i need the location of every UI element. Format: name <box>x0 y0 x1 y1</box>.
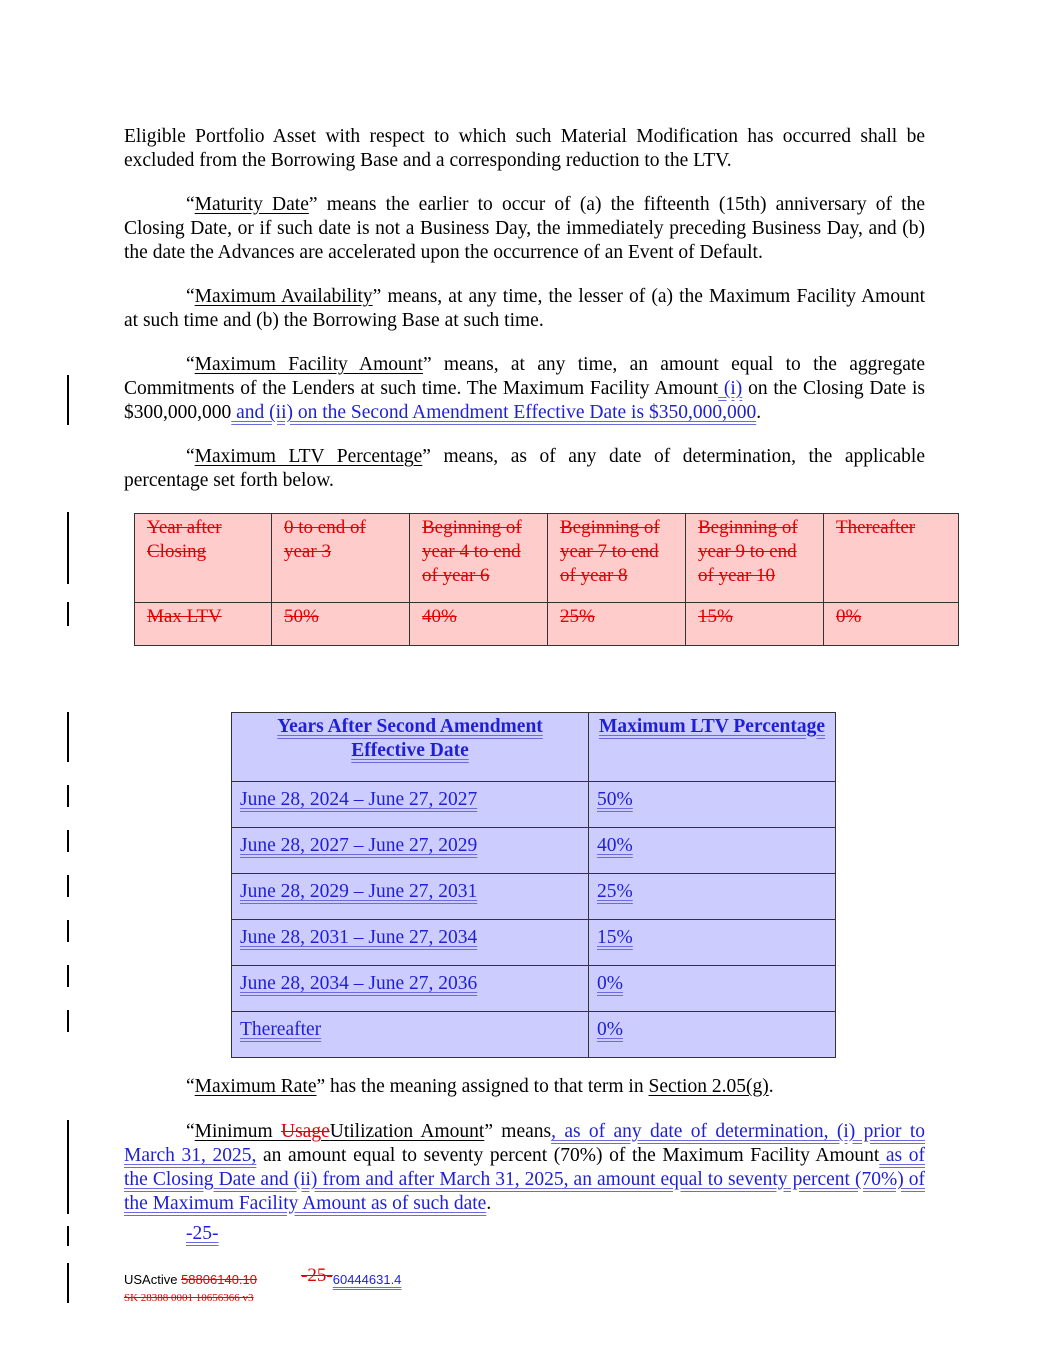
change-bar <box>67 375 69 425</box>
definition-maximum-rate: “Maximum Rate” has the meaning assigned to that term in Section 2.05(g). <box>186 1076 774 1097</box>
table-cell: 40% <box>410 603 548 646</box>
term: Maximum LTV Percentage <box>194 446 423 467</box>
table-row <box>232 874 836 920</box>
insertion: as of the Closing Date and (ii) from and after March 31, 2025, an amount equal to seventy percent (70%) of the Maximum Facility Amount as of such date <box>124 1145 925 1214</box>
term: Maximum Facility Amount <box>194 354 423 375</box>
table-cell: Beginning of year 7 to end of year 8 <box>548 514 686 603</box>
change-bar <box>67 785 69 807</box>
definition-text: means, at any time, an amount equal to the aggregate Commitments of the Lenders at such time. The Maximum Facility Amount <box>124 354 925 399</box>
deletion: Usage <box>281 1121 330 1142</box>
change-bar <box>67 1120 69 1214</box>
punctuation: . <box>756 402 762 423</box>
table-row <box>232 920 836 966</box>
page-number <box>124 1222 925 1246</box>
term-part: Utilization Amount <box>329 1121 485 1142</box>
ltv-cell: 15% <box>589 920 836 966</box>
table-cell: 0 to end of year 3 <box>272 514 410 603</box>
table-cell: Max LTV <box>135 603 272 646</box>
page-number-text: -25- <box>186 1223 219 1244</box>
ltv-cell: 40% <box>589 828 836 874</box>
definition-text: means, as of any date of determination, the applicable percentage set forth below. <box>124 446 925 491</box>
change-bar <box>67 875 69 897</box>
footer-label: USActive <box>124 1272 182 1287</box>
column-header: Years After Second Amendment Effective Date <box>232 713 589 782</box>
column-header: Maximum LTV Percentage <box>589 713 836 782</box>
date-range-cell: June 28, 2029 – June 27, 2031 <box>232 874 589 920</box>
definition-maximum-availability: “Maximum Availability” means, at any time, the lesser of (a) the Maximum Facility Amount at such time and (b) the Borrowing Base at such time. <box>124 286 925 331</box>
table-cell: Year after Closing <box>135 514 272 603</box>
punctuation: . <box>486 1193 492 1214</box>
table-row <box>232 966 836 1012</box>
inserted-ltv-table <box>231 712 836 1058</box>
change-bar <box>67 1010 69 1032</box>
definition-text: has the meaning assigned to that term in <box>325 1076 649 1097</box>
ltv-cell: 50% <box>589 782 836 828</box>
section-reference: Section 2.05(g) <box>648 1076 769 1097</box>
definition-maturity-date: “Maturity Date” means the earlier to occur of (a) the fifteenth (15th) anniversary of the Closing Date, or if such date is not a Business Day, the immediately preceding Business Day, and (b) the date the Advances are accelerated upon the occurrence of an Event of Default. <box>124 194 925 263</box>
insertion: (i) <box>718 378 743 399</box>
table-cell: Beginning of year 4 to end of year 6 <box>410 514 548 603</box>
definition-text: means, at any time, the lesser of (a) the Maximum Facility Amount at such time and (b) the Borrowing Base at such time. <box>124 286 925 331</box>
table-row <box>232 828 836 874</box>
insertion: and (ii) on the Second Amendment Effective Date is $350,000,000 <box>231 402 757 423</box>
change-bar <box>67 512 69 584</box>
insertion: , as of any date of determination, (i) prior to March 31, 2025, <box>124 1121 925 1166</box>
date-range-cell: June 28, 2034 – June 27, 2036 <box>232 966 589 1012</box>
footer-old-page: -25- <box>301 1265 333 1286</box>
change-bar <box>67 712 69 762</box>
definition-minimum-utilization-amount: “Minimum UsageUtilization Amount” means, as of any date of determination, (i) prior to March 31, 2025, an amount equal to seventy percent (70%) of the Maximum Facility Amount as of the Closing Date and (ii) from and after March 31, 2025, an amount equal to seventy percent (70%) of the Maximum Facility Amount as of such date. <box>124 1121 925 1214</box>
change-bar <box>67 830 69 852</box>
date-range-cell: June 28, 2031 – June 27, 2034 <box>232 920 589 966</box>
table-row <box>135 603 959 646</box>
date-range-cell: June 28, 2027 – June 27, 2029 <box>232 828 589 874</box>
term: Maximum Availability <box>194 286 373 307</box>
footer-old-sk-id: SK 28388 0001 10656366 v3 <box>124 1292 254 1304</box>
definition-text: on the Closing Date is $300,000,000 <box>124 378 925 423</box>
term-part: Minimum <box>194 1121 281 1142</box>
table-cell: 15% <box>686 603 824 646</box>
deleted-ltv-table <box>134 513 959 646</box>
change-bar <box>67 965 69 987</box>
table-cell: 0% <box>824 603 959 646</box>
definition-text: means the earlier to occur of (a) the fifteenth (15th) anniversary of the Closing Date, or if such date is not a Business Day, the immediately preceding Business Day, and (b) the date the Advances are accelerated upon the occurrence of an Event of Default. <box>124 194 925 263</box>
punctuation: . <box>768 1076 774 1097</box>
definition-maximum-ltv-percentage: “Maximum LTV Percentage” means, as of any date of determination, the applicable percentage set forth below. <box>124 446 925 491</box>
definition-maximum-facility-amount: “Maximum Facility Amount” means, at any time, an amount equal to the aggregate Commitments of the Lenders at such time. The Maximum Facility Amount (i) on the Closing Date is $300,000,000 and (ii) on the Second Amendment Effective Date is $350,000,000. <box>124 354 925 423</box>
table-cell: Thereafter <box>824 514 959 603</box>
footer-new-id: 60444631.4 <box>332 1272 402 1287</box>
table-cell: 50% <box>272 603 410 646</box>
term: Maximum Rate <box>194 1076 317 1097</box>
ltv-cell: 25% <box>589 874 836 920</box>
ltv-cell: 0% <box>589 966 836 1012</box>
table-row <box>135 514 959 603</box>
ltv-cell: 0% <box>589 1012 836 1058</box>
table-row <box>232 1012 836 1058</box>
date-range-cell: June 28, 2024 – June 27, 2027 <box>232 782 589 828</box>
paragraph-material-modification: Eligible Portfolio Asset with respect to which such Material Modification has occurred shall be excluded from the Borrowing Base and a corresponding reduction to the LTV. <box>124 126 925 171</box>
table-row <box>232 782 836 828</box>
term: Maturity Date <box>194 194 309 215</box>
change-bar <box>67 920 69 942</box>
table-cell: 25% <box>548 603 686 646</box>
term <box>195 1121 485 1142</box>
table-cell: Beginning of year 9 to end of year 10 <box>686 514 824 603</box>
change-bar <box>67 602 69 626</box>
table-header-row <box>232 713 836 782</box>
date-range-cell: Thereafter <box>232 1012 589 1058</box>
footer-old-id: 58806140.10 <box>181 1272 257 1287</box>
definition-text: means <box>492 1121 552 1142</box>
definition-text: an amount equal to seventy percent (70%) of the Maximum Facility Amount <box>256 1145 880 1166</box>
change-bar <box>67 1226 69 1246</box>
change-bar <box>67 1263 69 1303</box>
